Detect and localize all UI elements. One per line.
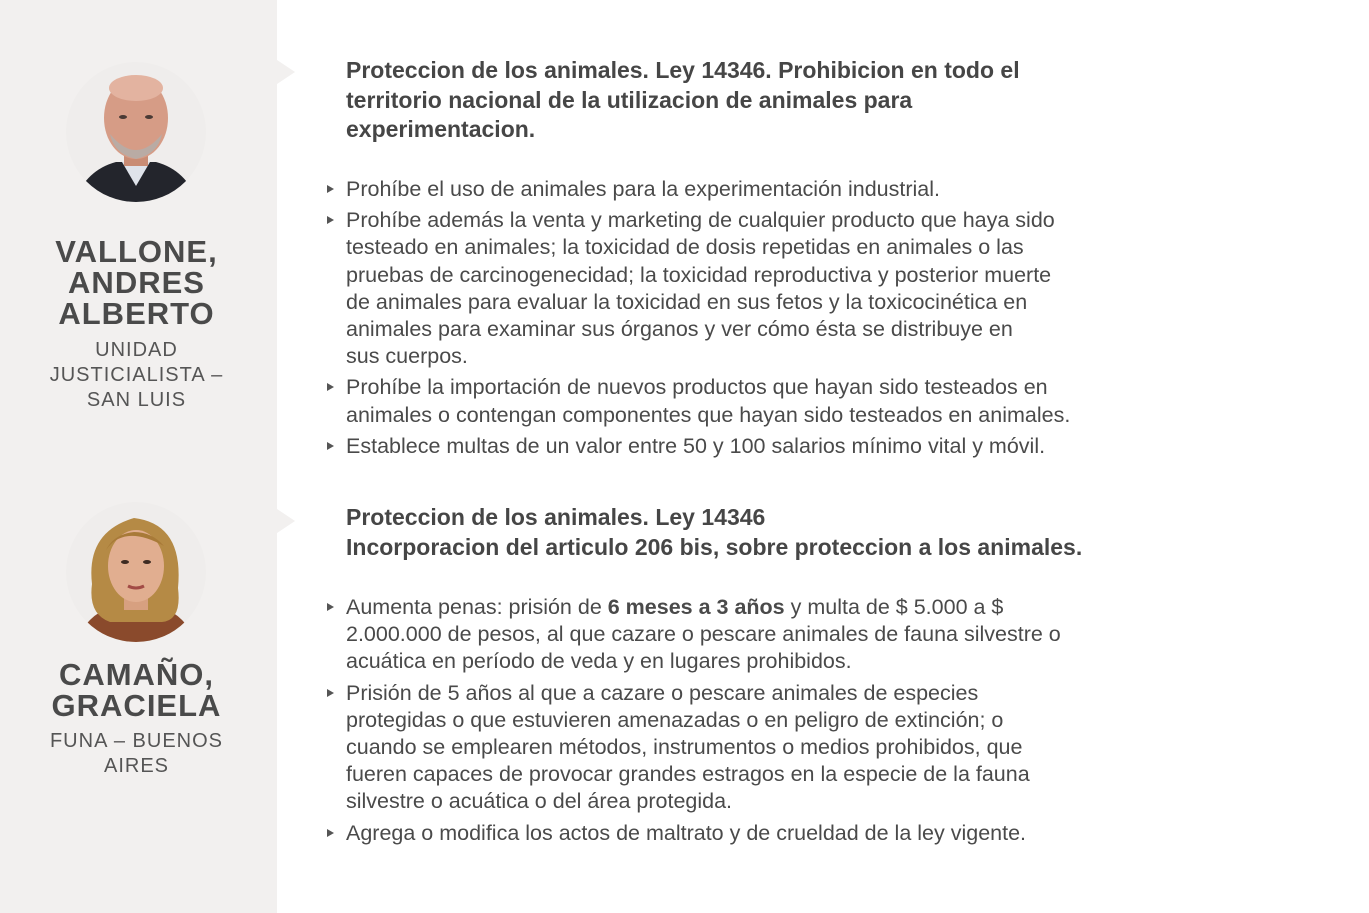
representative-party: UNIDAD JUSTICIALISTA – SAN LUIS xyxy=(49,339,224,411)
bullet-arrow-icon xyxy=(327,216,334,224)
bill-summary-list xyxy=(323,594,1213,851)
list-item: Prohíbe además la venta y marketing de cualquier producto que haya sido testeado en animales; la toxicidad de dosis repetidas en animales o las pruebas de carcinogenecidad; la toxicidad reproductiva y posterior muerte de animales para evaluar la toxicidad en sus fetos y la toxicocinética en animales para examinar sus órganos y ver cómo ésta se distribuye en sus cuerpos. xyxy=(323,207,1213,370)
bullet-arrow-icon xyxy=(327,689,334,697)
representative-name: CAMAÑO, GRACIELA xyxy=(51,657,222,723)
bill-title: Proteccion de los animales. Ley 14346 Incorporacion del articulo 206 bis, sobre proteccion a los animales. xyxy=(346,504,1083,560)
bullet-arrow-icon xyxy=(327,383,334,391)
list-item: Prohíbe la importación de nuevos productos que hayan sido testeados en animales o contengan componentes que hayan sido testeados en animales. xyxy=(323,374,1213,428)
avatar-camano xyxy=(66,502,206,642)
list-item: Aumenta penas: prisión de 6 meses a 3 años y multa de $ 5.000 a $ 2.000.000 de pesos, al que cazare o pescare animales de fauna silvestre o acuática en período de veda y en lugares prohibidos. xyxy=(323,594,1213,676)
pointer-notch xyxy=(277,509,295,533)
representative-party: FUNA – BUENOS AIRES xyxy=(49,730,224,777)
avatar-vallone xyxy=(66,62,206,202)
bullet-arrow-icon xyxy=(327,442,334,450)
bill-summary-list xyxy=(323,176,1213,464)
list-item: Establece multas de un valor entre 50 y 100 salarios mínimo vital y móvil. xyxy=(323,433,1213,460)
bullet-arrow-icon xyxy=(327,185,334,193)
list-item: Prohíbe el uso de animales para la experimentación industrial. xyxy=(323,176,1213,203)
representative-name: VALLONE, ANDRES ALBERTO xyxy=(55,234,218,331)
list-item: Prisión de 5 años al que a cazare o pescare animales de especies protegidas o que estuvieren amenazadas o en peligro de extinción; o cuando se emplearen métodos, instrumentos o medios prohibidos, que fueren capaces de provocar grandes estragos en la especie de la fauna silvestre o acuática o del área protegida. xyxy=(323,680,1213,816)
bill-title: Proteccion de los animales. Ley 14346. Prohibicion en todo el territorio nacional de la utilizacion de animales para experimentacion. xyxy=(346,57,1020,142)
list-item: Agrega o modifica los actos de maltrato y de crueldad de la ley vigente. xyxy=(323,820,1213,847)
bullet-arrow-icon xyxy=(327,603,334,611)
bullet-arrow-icon xyxy=(327,829,334,837)
pointer-notch xyxy=(277,60,295,84)
